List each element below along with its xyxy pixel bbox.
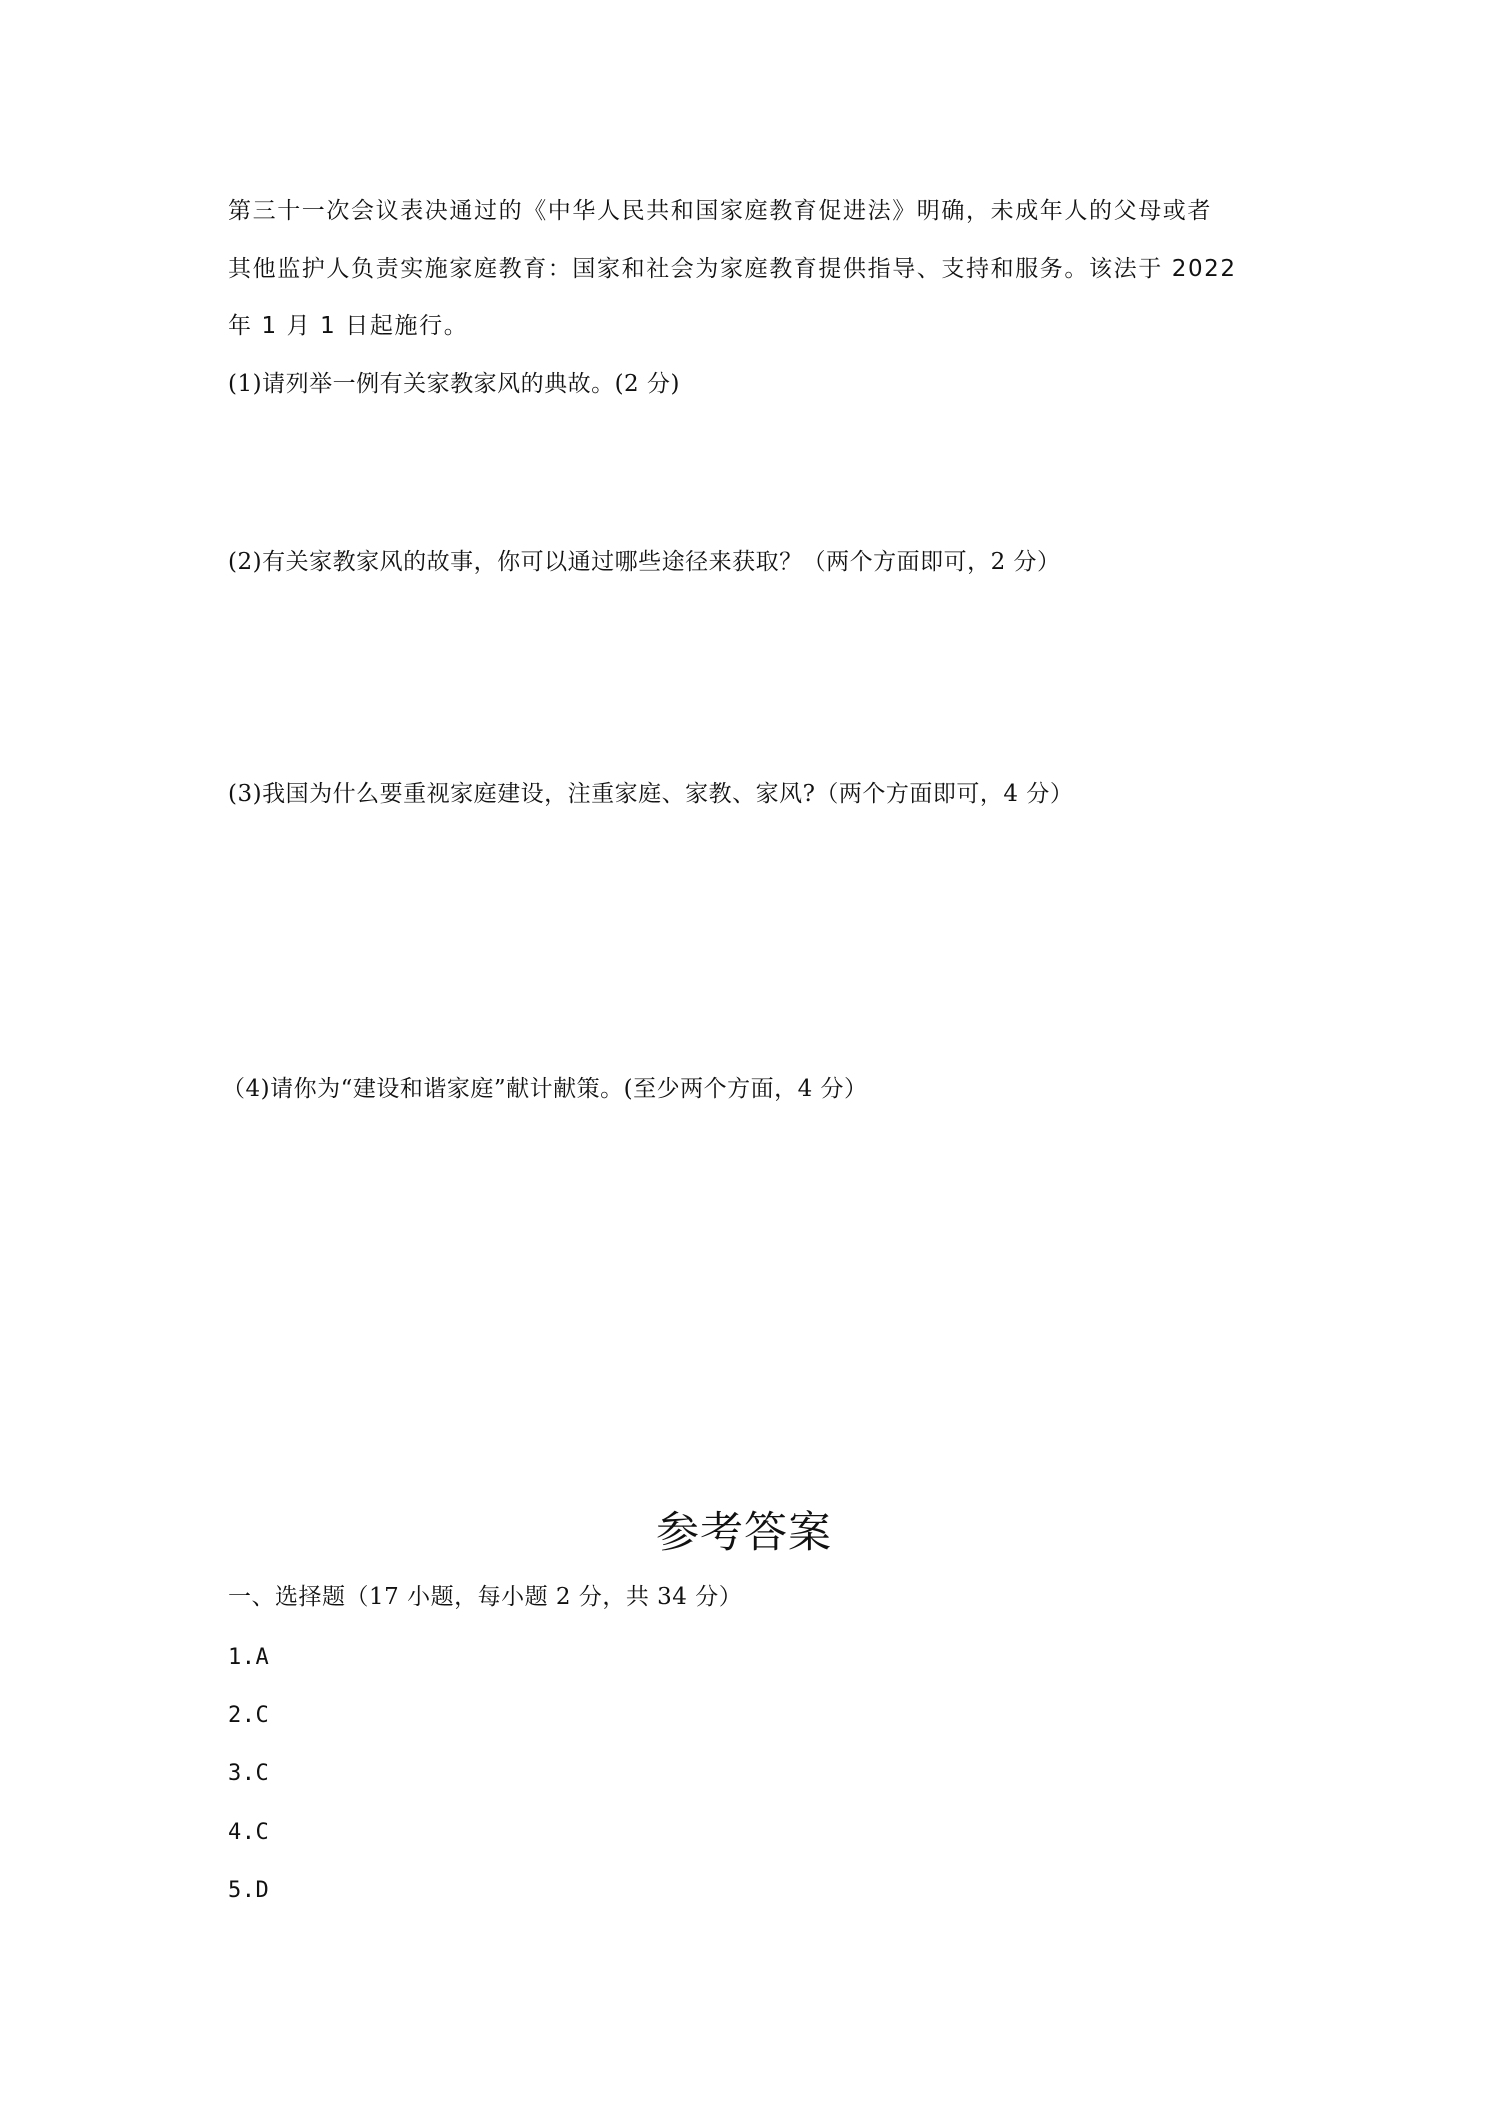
answer-item: 5.D — [228, 1878, 270, 1903]
question-2: (2)有关家教家风的故事，你可以通过哪些途径来获取？（两个方面即可，2 分） — [228, 549, 1061, 575]
answer-item: 1.A — [228, 1645, 270, 1670]
answer-title: 参考答案 — [656, 1508, 832, 1558]
answer-item: 2.C — [228, 1703, 270, 1728]
question-1: (1)请列举一例有关家教家风的典故。(2 分) — [228, 371, 680, 397]
answer-item: 3.C — [228, 1761, 270, 1786]
intro-line-1: 第三十一次会议表决通过的《中华人民共和国家庭教育促进法》明确，未成年人的父母或者 — [228, 198, 1212, 224]
intro-line-3: 年 1 月 1 日起施行。 — [228, 313, 469, 339]
question-3: (3)我国为什么要重视家庭建设，注重家庭、家教、家风?（两个方面即可，4 分） — [228, 781, 1074, 807]
question-4: （4)请你为“建设和谐家庭”献计献策。(至少两个方面，4 分） — [222, 1076, 868, 1102]
intro-line-2: 其他监护人负责实施家庭教育：国家和社会为家庭教育提供指导、支持和服务。该法于 2022 — [228, 256, 1237, 282]
section-heading: 一、选择题（17 小题，每小题 2 分，共 34 分） — [228, 1584, 743, 1610]
answer-item: 4.C — [228, 1820, 270, 1845]
